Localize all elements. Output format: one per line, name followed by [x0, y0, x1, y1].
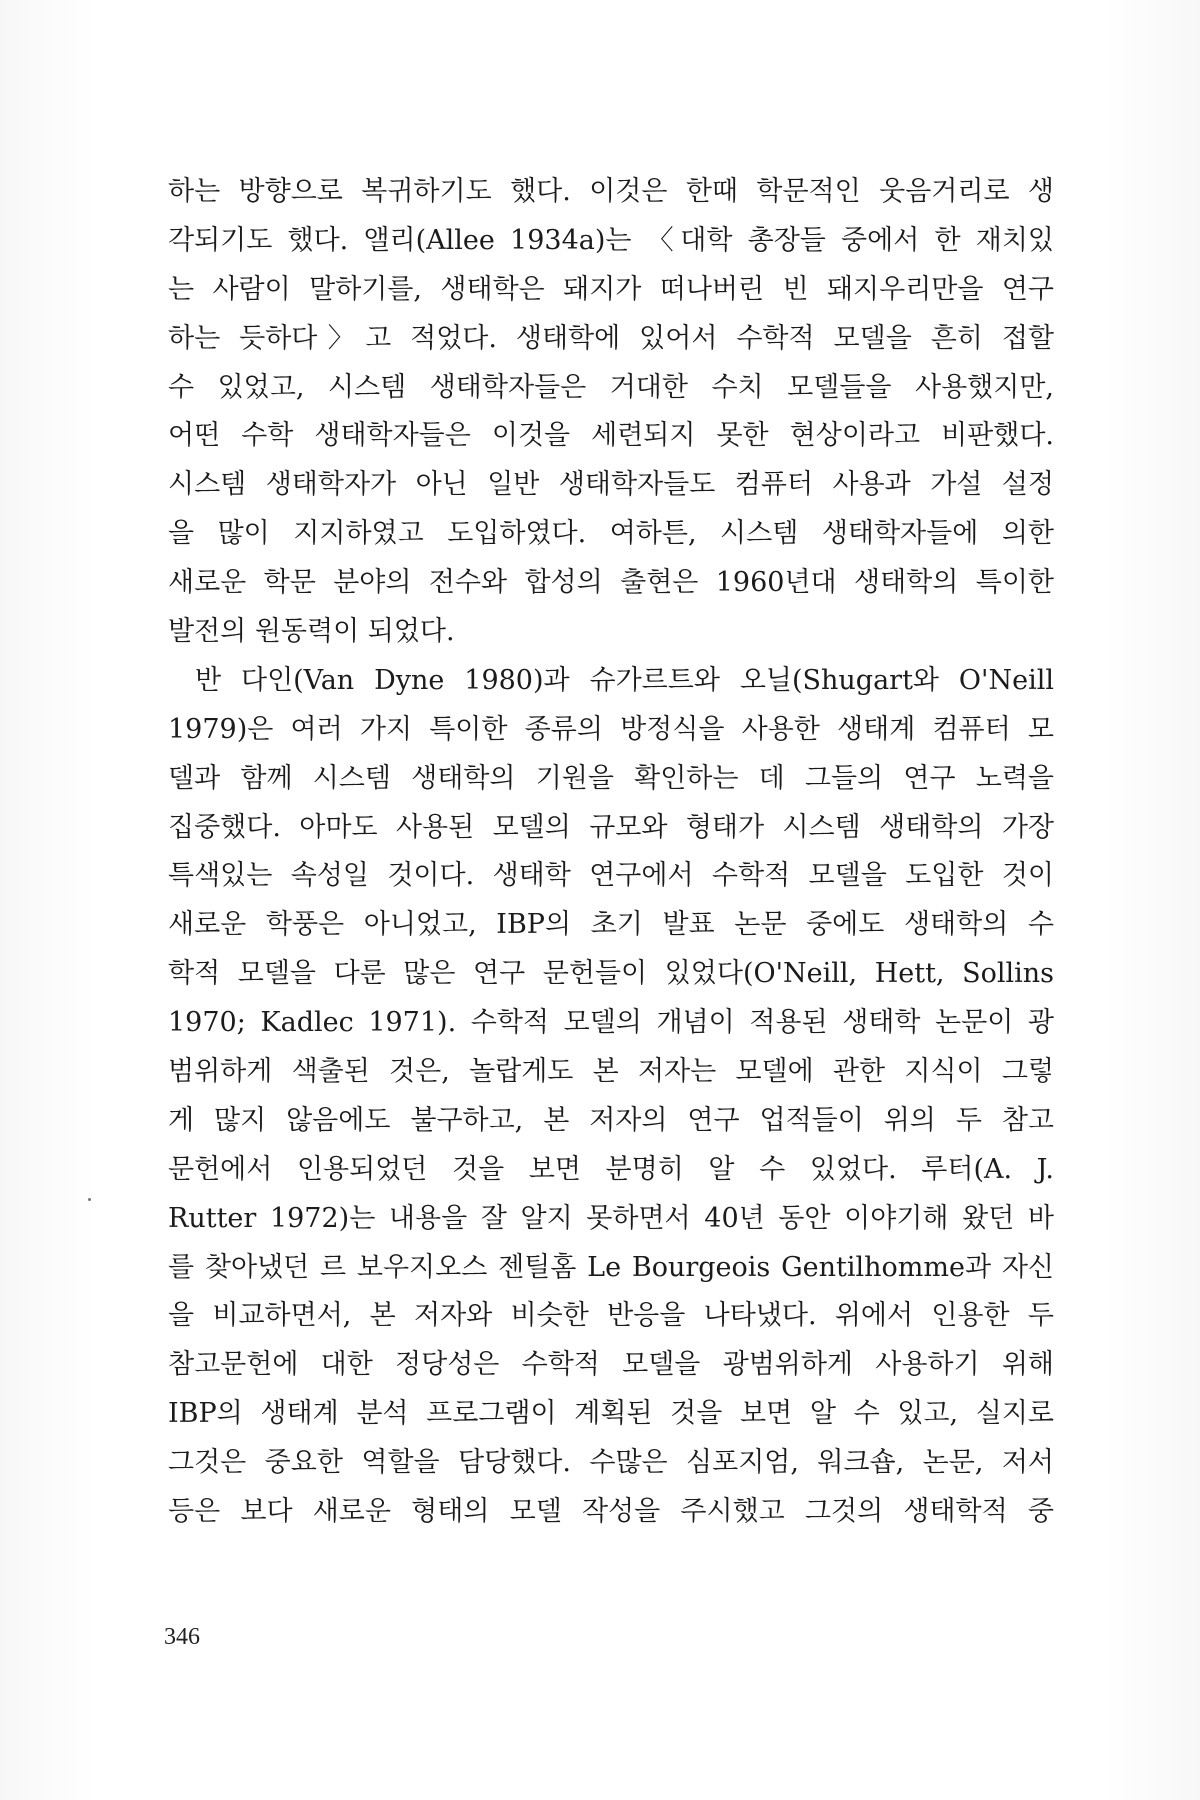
text-line: 을 비교하면서, 본 저자와 비슷한 반응을 나타냈다. 위에서 인용한 두 — [168, 1300, 1054, 1332]
text-line: 하는 듯하다〉고 적었다. 생태학에 있어서 수학적 모델을 흔히 접할 — [168, 322, 1054, 354]
page-number: 346 — [164, 1624, 200, 1650]
text-line: 는 사람이 말하기를, 생태학은 돼지가 떠나버린 빈 돼지우리만을 연구 — [168, 273, 1054, 305]
text-line: 을 많이 지지하였고 도입하였다. 여하튼, 시스템 생태학자들에 의한 — [168, 518, 1054, 550]
text-line: IBP의 생태계 분석 프로그램이 계획된 것을 보면 알 수 있고, 실지로 — [168, 1398, 1054, 1430]
text-line: 각되기도 했다. 앨리(Allee 1934a)는 〈대학 총장들 중에서 한 재치있 — [168, 224, 1054, 256]
text-line: 학적 모델을 다룬 많은 연구 문헌들이 있었다(O'Neill, Hett, Sollins — [168, 958, 1054, 990]
text-line: 반 다인(Van Dyne 1980)과 슈가르트와 오닐(Shugart와 O'Neill — [195, 664, 1054, 696]
text-line: Rutter 1972)는 내용을 잘 알지 못하면서 40년 동안 이야기해 왔던 바 — [168, 1202, 1054, 1234]
text-line: 새로운 학문 분야의 전수와 합성의 출현은 1960년대 생태학의 특이한 — [168, 567, 1054, 599]
text-line: 집중했다. 아마도 사용된 모델의 규모와 형태가 시스템 생태학의 가장 — [168, 811, 1054, 843]
text-line: 게 많지 않음에도 불구하고, 본 저자의 연구 업적들이 위의 두 참고 — [168, 1104, 1054, 1136]
text-line: 참고문헌에 대한 정당성은 수학적 모델을 광범위하게 사용하기 위해 — [168, 1349, 1054, 1381]
text-line: 특색있는 속성일 것이다. 생태학 연구에서 수학적 모델을 도입한 것이 — [168, 860, 1054, 892]
text-line: 델과 함께 시스템 생태학의 기원을 확인하는 데 그들의 연구 노력을 — [168, 762, 1054, 794]
text-line: 1970; Kadlec 1971). 수학적 모델의 개념이 적용된 생태학 논문이 광 — [168, 1007, 1054, 1039]
text-line: 수 있었고, 시스템 생태학자들은 거대한 수치 모델들을 사용했지만, — [168, 371, 1054, 403]
text-line: 를 찾아냈던 르 보우지오스 젠틸홈 Le Bourgeois Gentilhomme과 자신 — [168, 1251, 1054, 1283]
text-line: 시스템 생태학자가 아닌 일반 생태학자들도 컴퓨터 사용과 가설 설정 — [168, 469, 1054, 501]
text-line: 등은 보다 새로운 형태의 모델 작성을 주시했고 그것의 생태학적 중 — [168, 1496, 1054, 1528]
text-line: 어떤 수학 생태학자들은 이것을 세련되지 못한 현상이라고 비판했다. — [168, 420, 1054, 452]
text-line: 하는 방향으로 복귀하기도 했다. 이것은 한때 학문적인 웃음거리로 생 — [168, 176, 1054, 207]
text-line: 발전의 원동력이 되었다. — [168, 616, 455, 648]
paragraph-2 — [168, 657, 1054, 1537]
text-line: 1979)은 여러 가지 특이한 종류의 방정식을 사용한 생태계 컴퓨터 모 — [168, 713, 1054, 745]
text-line: 그것은 중요한 역할을 담당했다. 수많은 심포지엄, 워크숍, 논문, 저서 — [168, 1447, 1054, 1479]
text-line: 새로운 학풍은 아니었고, IBP의 초기 발표 논문 중에도 생태학의 수 — [168, 909, 1054, 941]
body-text — [168, 168, 1054, 1537]
text-line: 범위하게 색출된 것은, 놀랍게도 본 저자는 모델에 관한 지식이 그렇 — [168, 1056, 1054, 1088]
margin-mark — [88, 1198, 91, 1201]
paragraph-1 — [168, 168, 1054, 657]
text-line: 문헌에서 인용되었던 것을 보면 분명히 알 수 있었다. 루터(A. J. — [168, 1153, 1054, 1185]
